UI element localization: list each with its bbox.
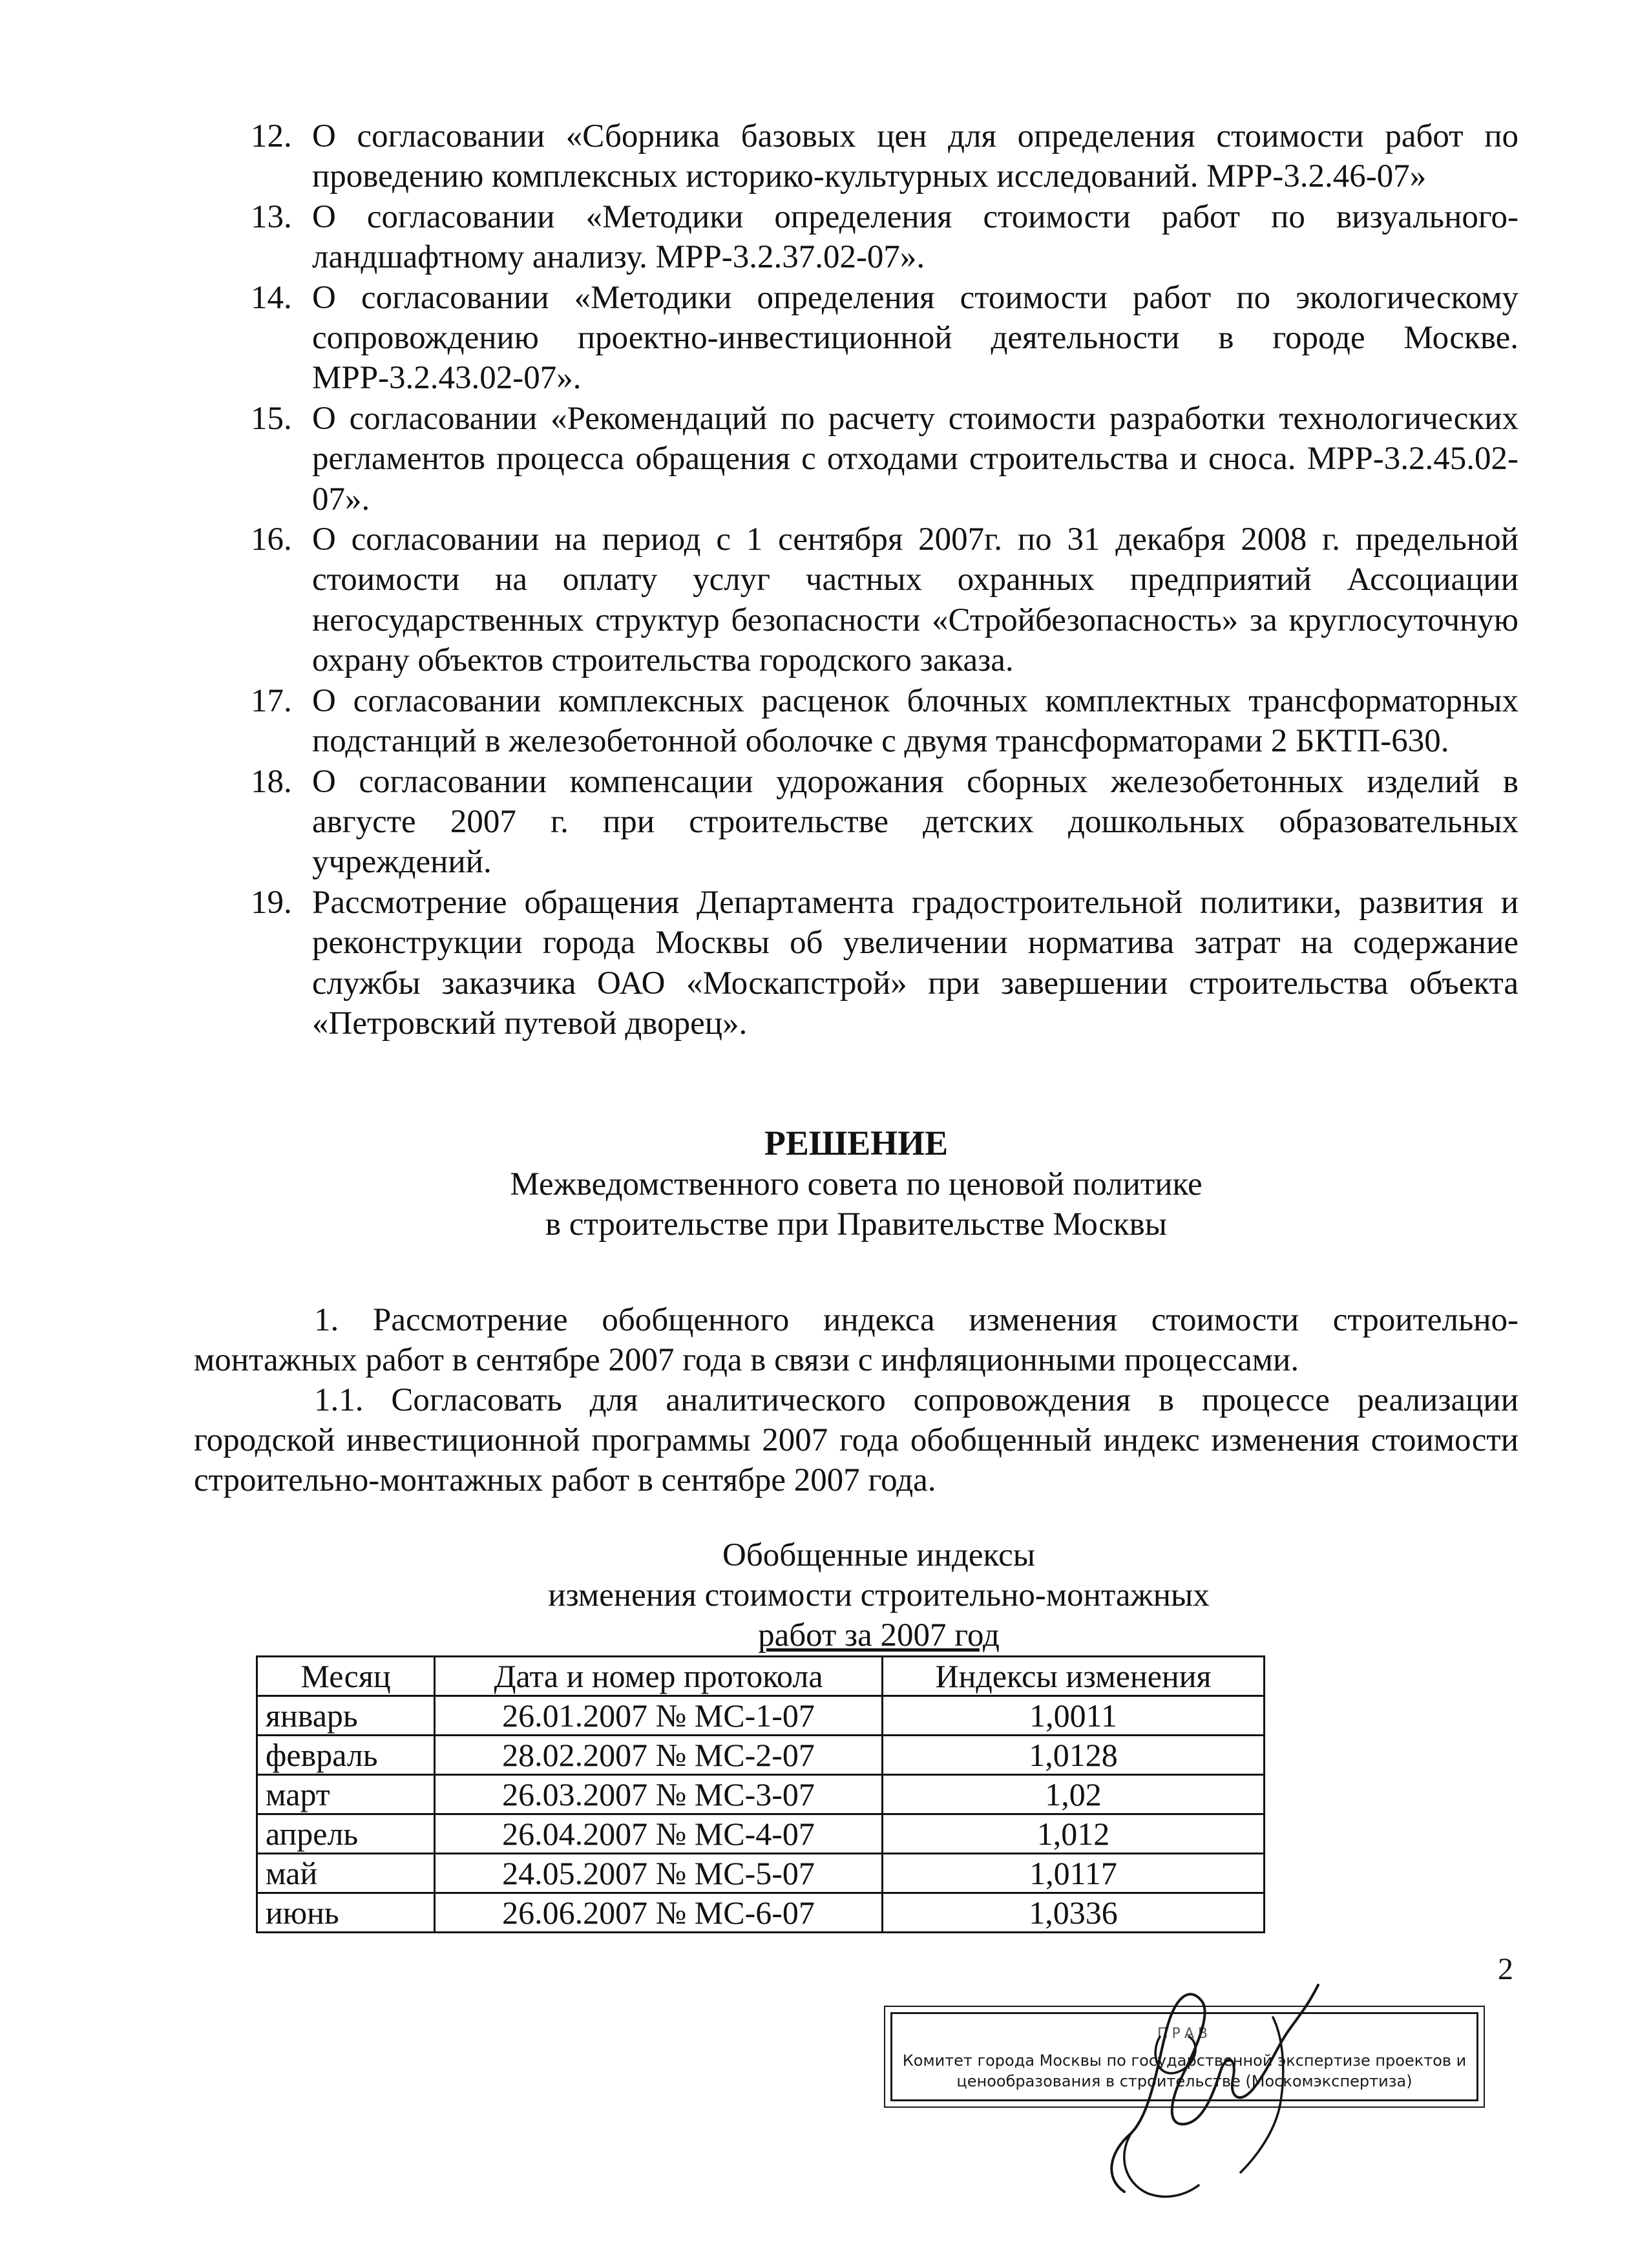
agenda-item <box>251 520 1518 681</box>
agenda-item <box>251 278 1518 399</box>
cell-month: январь <box>257 1696 435 1736</box>
agenda-item <box>251 883 1518 1044</box>
column-header-index: Индексы изменения <box>883 1657 1265 1696</box>
table-row <box>257 1893 1265 1933</box>
cell-month: июнь <box>257 1893 435 1933</box>
index-table <box>256 1655 1265 1933</box>
decision-paragraph: 1.1. Согласовать для аналитического сопровождения в процессе реализации городской инвестиционной программы 2007 года обобщенный индекс изменения стоимости строительно-монтажных работ в сентябре 2007 года. <box>194 1382 1518 1498</box>
agenda-item-text: О согласовании «Методики определения стоимости работ по экологическому сопровождению проектно-инвестиционной деятельности в городе Москве. МРР-3.2.43.02-07». <box>312 279 1518 397</box>
table-row <box>257 1775 1265 1814</box>
agenda-item-text: О согласовании «Рекомендаций по расчету стоимости разработки технологических регламентов процесса обращения с отходами строительства и сноса. МРР-3.2.45.02-07». <box>312 400 1518 518</box>
cell-index: 1,0011 <box>883 1696 1265 1736</box>
agenda-item-number: 13. <box>251 198 292 235</box>
agenda-item-text: О согласовании «Сборника базовых цен для определения стоимости работ по проведению комплексных историко-культурных исследований. МРР-3.2.46-07» <box>312 118 1518 195</box>
table-row <box>257 1854 1265 1893</box>
cell-month: февраль <box>257 1736 435 1775</box>
cell-protocol: 24.05.2007 № МС-5-07 <box>435 1854 883 1893</box>
agenda-item-number: 18. <box>251 763 292 800</box>
cell-month: май <box>257 1854 435 1893</box>
cell-index: 1,0336 <box>883 1893 1265 1933</box>
stamp-line-1: ПРАВ <box>1157 2026 1212 2042</box>
agenda-item-number: 16. <box>251 521 292 558</box>
table-row <box>257 1814 1265 1854</box>
cell-index: 1,0117 <box>883 1854 1265 1893</box>
cell-month: март <box>257 1775 435 1814</box>
decision-paragraph: 1. Рассмотрение обобщенного индекса изменения стоимости строительно-монтажных работ в сентябре 2007 года в связи с инфляционными процессами. <box>194 1302 1518 1378</box>
table-caption-line-3: работ за 2007 год <box>758 1617 1000 1654</box>
table-header-row <box>257 1657 1265 1696</box>
cell-protocol: 26.06.2007 № МС-6-07 <box>435 1893 883 1933</box>
table-caption-line-1: Обобщенные индексы <box>722 1537 1035 1573</box>
cell-month: апрель <box>257 1814 435 1854</box>
agenda-list <box>251 116 1518 1044</box>
agenda-item <box>251 197 1518 278</box>
agenda-item-text: Рассмотрение обращения Департамента градостроительной политики, развития и реконструкции города Москвы об увеличении норматива затрат на содержание службы заказчика ОАО «Москапстрой» при завершении строительства объекта «Петровский путевой дворец». <box>312 884 1518 1042</box>
table-caption <box>452 1535 1305 1655</box>
decision-subtitle-line-2: в строительстве при Правительстве Москвы <box>545 1206 1167 1243</box>
stamp-line-3: ценообразования в строительстве (Москомэкспертиза) <box>956 2072 1413 2090</box>
cell-protocol: 26.03.2007 № МС-3-07 <box>435 1775 883 1814</box>
agenda-item-text: О согласовании на период с 1 сентября 2007г. по 31 декабря 2008 г. предельной стоимости на оплату услуг частных охранных предприятий Ассоциации негосударственных структур безопасности «Стройбезопасность» за круглосуточную охрану объектов строительства городского заказа. <box>312 521 1518 679</box>
cell-protocol: 26.01.2007 № МС-1-07 <box>435 1696 883 1736</box>
agenda-item <box>251 116 1518 197</box>
agenda-item-number: 15. <box>251 400 292 437</box>
agenda-item <box>251 681 1518 762</box>
agenda-item-number: 17. <box>251 682 292 719</box>
table-caption-line-2: изменения стоимости строительно-монтажных <box>548 1577 1210 1613</box>
cell-protocol: 28.02.2007 № МС-2-07 <box>435 1736 883 1775</box>
decision-subtitle-line-1: Межведомственного совета по ценовой политике <box>510 1166 1203 1202</box>
agenda-item <box>251 762 1518 883</box>
cell-protocol: 26.04.2007 № МС-4-07 <box>435 1814 883 1854</box>
decision-section <box>194 1122 1518 1500</box>
agenda-item-text: О согласовании комплексных расценок блочных комплектных трансформаторных подстанций в железобетонной оболочке с двумя трансформаторами 2 БКТП-630. <box>312 682 1518 760</box>
cell-index: 1,012 <box>883 1814 1265 1854</box>
decision-paragraphs <box>194 1300 1518 1500</box>
cell-index: 1,02 <box>883 1775 1265 1814</box>
agenda-item-text: О согласовании «Методики определения стоимости работ по визуального-ландшафтному анализу. МРР-3.2.37.02-07». <box>312 198 1518 276</box>
agenda-item <box>251 399 1518 520</box>
agenda-item-text: О согласовании компенсации удорожания сборных железобетонных изделий в августе 2007 г. при строительстве детских дошкольных образовательных учреждений. <box>312 763 1518 881</box>
page-number: 2 <box>1498 1952 1513 1986</box>
agenda-item-number: 19. <box>251 884 292 921</box>
column-header-protocol: Дата и номер протокола <box>435 1657 883 1696</box>
agenda-item-number: 12. <box>251 118 292 154</box>
agenda-item-number: 14. <box>251 279 292 316</box>
stamp-line-2: Комитет города Москвы по государственной экспертизе проектов и <box>902 2052 1467 2070</box>
cell-index: 1,0128 <box>883 1736 1265 1775</box>
table-row <box>257 1696 1265 1736</box>
decision-title: РЕШЕНИЕ <box>764 1124 949 1162</box>
handwritten-signature <box>1027 1940 1350 2211</box>
column-header-month: Месяц <box>257 1657 435 1696</box>
table-row <box>257 1736 1265 1775</box>
